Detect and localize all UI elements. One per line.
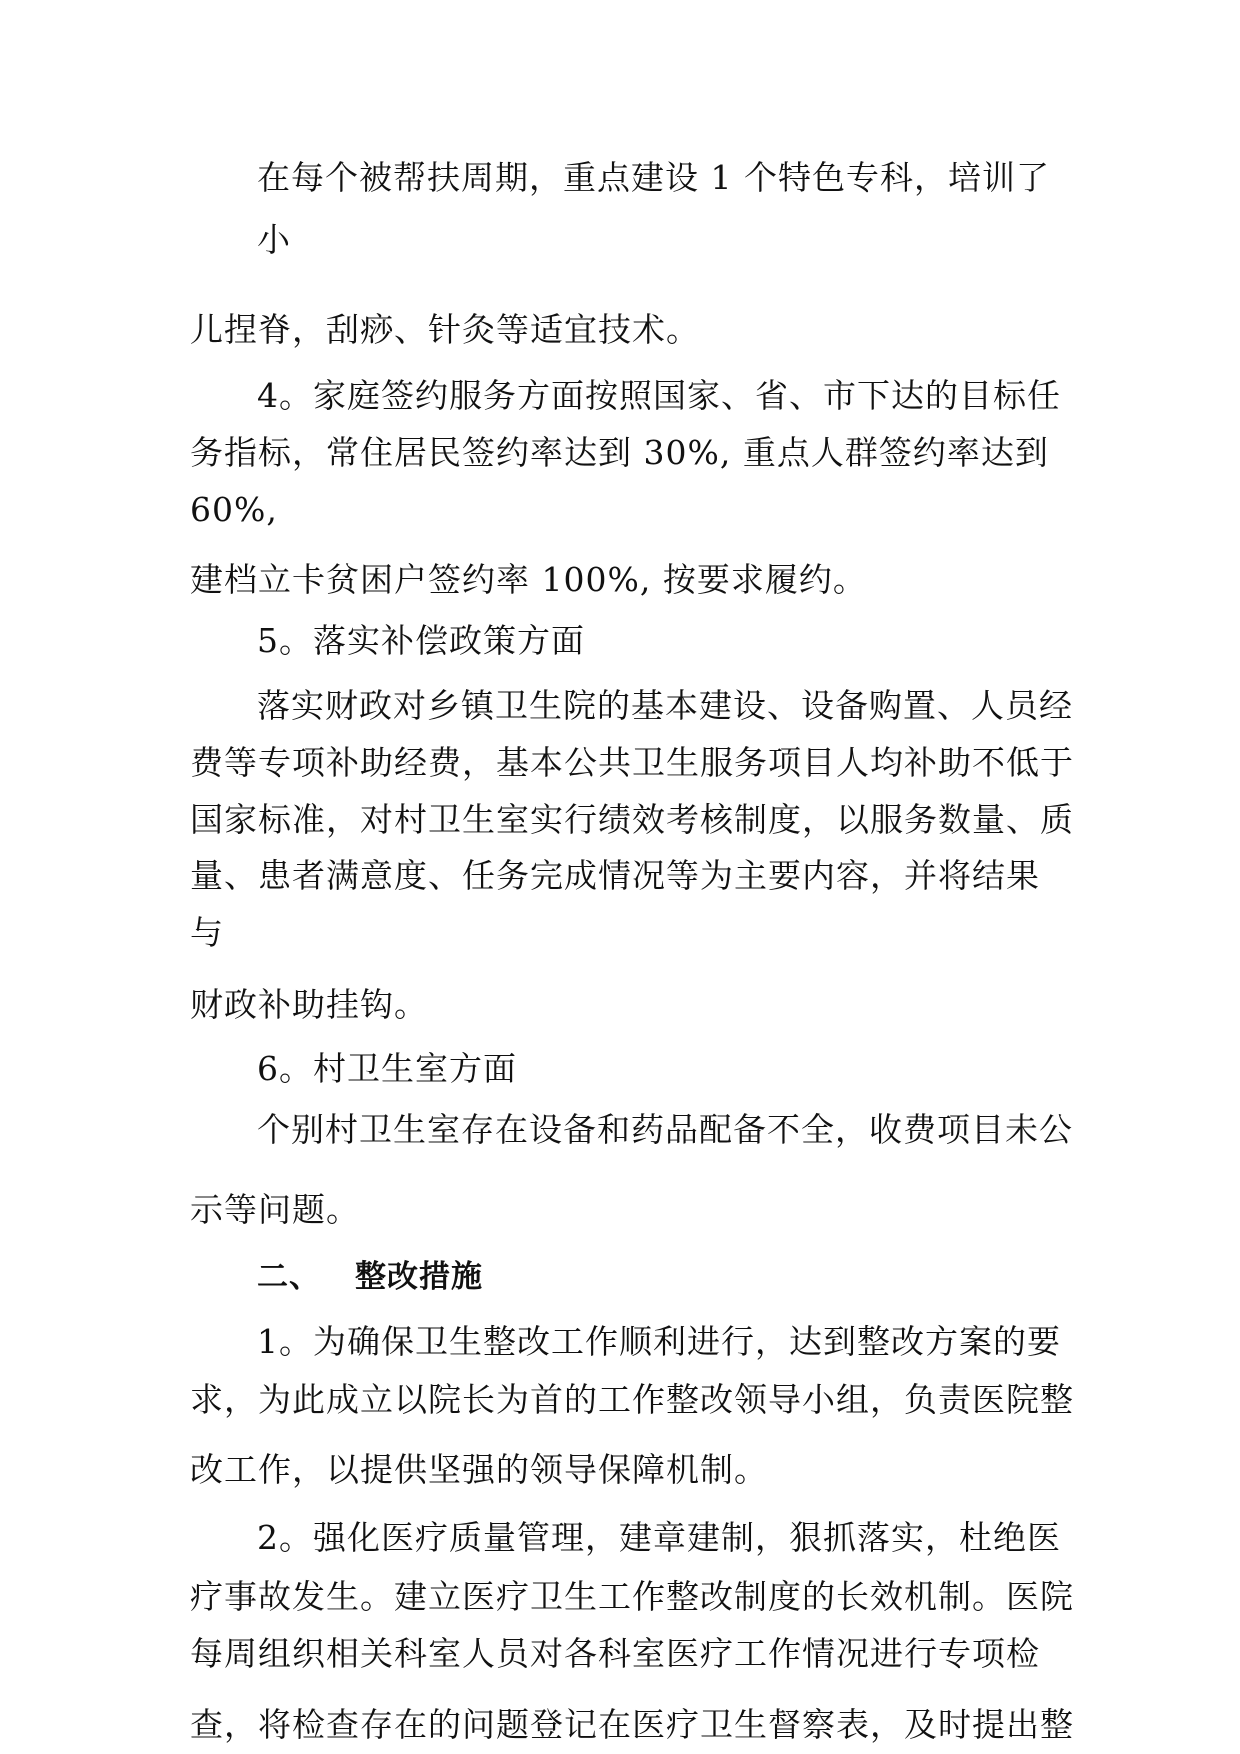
text-line: 查，将检查存在的问题登记在医疗卫生督察表，及时提出整	[190, 1705, 1074, 1744]
text-line: 国家标准，对村卫生室实行绩效考核制度，以服务数量、质	[190, 800, 1074, 839]
text-line: 示等问题。	[190, 1190, 360, 1229]
text-line: 在每个被帮扶周期，重点建设 1 个特色专科，培训了	[257, 158, 1050, 197]
section-heading	[257, 1257, 483, 1297]
text-line: 改工作，以提供坚强的领导保障机制。	[190, 1450, 768, 1489]
text-line: 建档立卡贫困户签约率 100%, 按要求履约。	[190, 560, 867, 599]
section-number: 二、	[257, 1259, 321, 1295]
text-line: 个别村卫生室存在设备和药品配备不全，收费项目未公	[257, 1110, 1073, 1149]
text-line: 儿捏脊，刮痧、针灸等适宜技术。	[190, 310, 700, 349]
text-line: 与	[190, 913, 224, 952]
text-line: 每周组织相关科室人员对各科室医疗工作情况进行专项检	[190, 1634, 1040, 1673]
text-line: 落实财政对乡镇卫生院的基本建设、设备购置、人员经	[257, 686, 1073, 725]
text-line: 财政补助挂钩。	[190, 985, 428, 1024]
section-title: 整改措施	[355, 1259, 483, 1295]
text-line: 5。落实补偿政策方面	[257, 621, 585, 660]
text-line: 4。家庭签约服务方面按照国家、省、市下达的目标任	[257, 376, 1061, 415]
text-line: 小	[257, 220, 291, 259]
text-line: 疗事故发生。建立医疗卫生工作整改制度的长效机制。医院	[190, 1577, 1074, 1616]
text-line: 量、患者满意度、任务完成情况等为主要内容，并将结果	[190, 856, 1040, 895]
text-line: 2。强化医疗质量管理，建章建制，狠抓落实，杜绝医	[257, 1518, 1061, 1557]
text-line: 费等专项补助经费，基本公共卫生服务项目人均补助不低于	[190, 743, 1074, 782]
text-line: 1。为确保卫生整改工作顺利进行，达到整改方案的要	[257, 1322, 1061, 1361]
text-line: 务指标，常住居民签约率达到 30%, 重点人群签约率达到	[190, 433, 1049, 472]
text-line: 6。村卫生室方面	[257, 1049, 517, 1088]
text-line: 求，为此成立以院长为首的工作整改领导小组，负责医院整	[190, 1380, 1074, 1419]
text-line: 60%,	[190, 490, 278, 529]
